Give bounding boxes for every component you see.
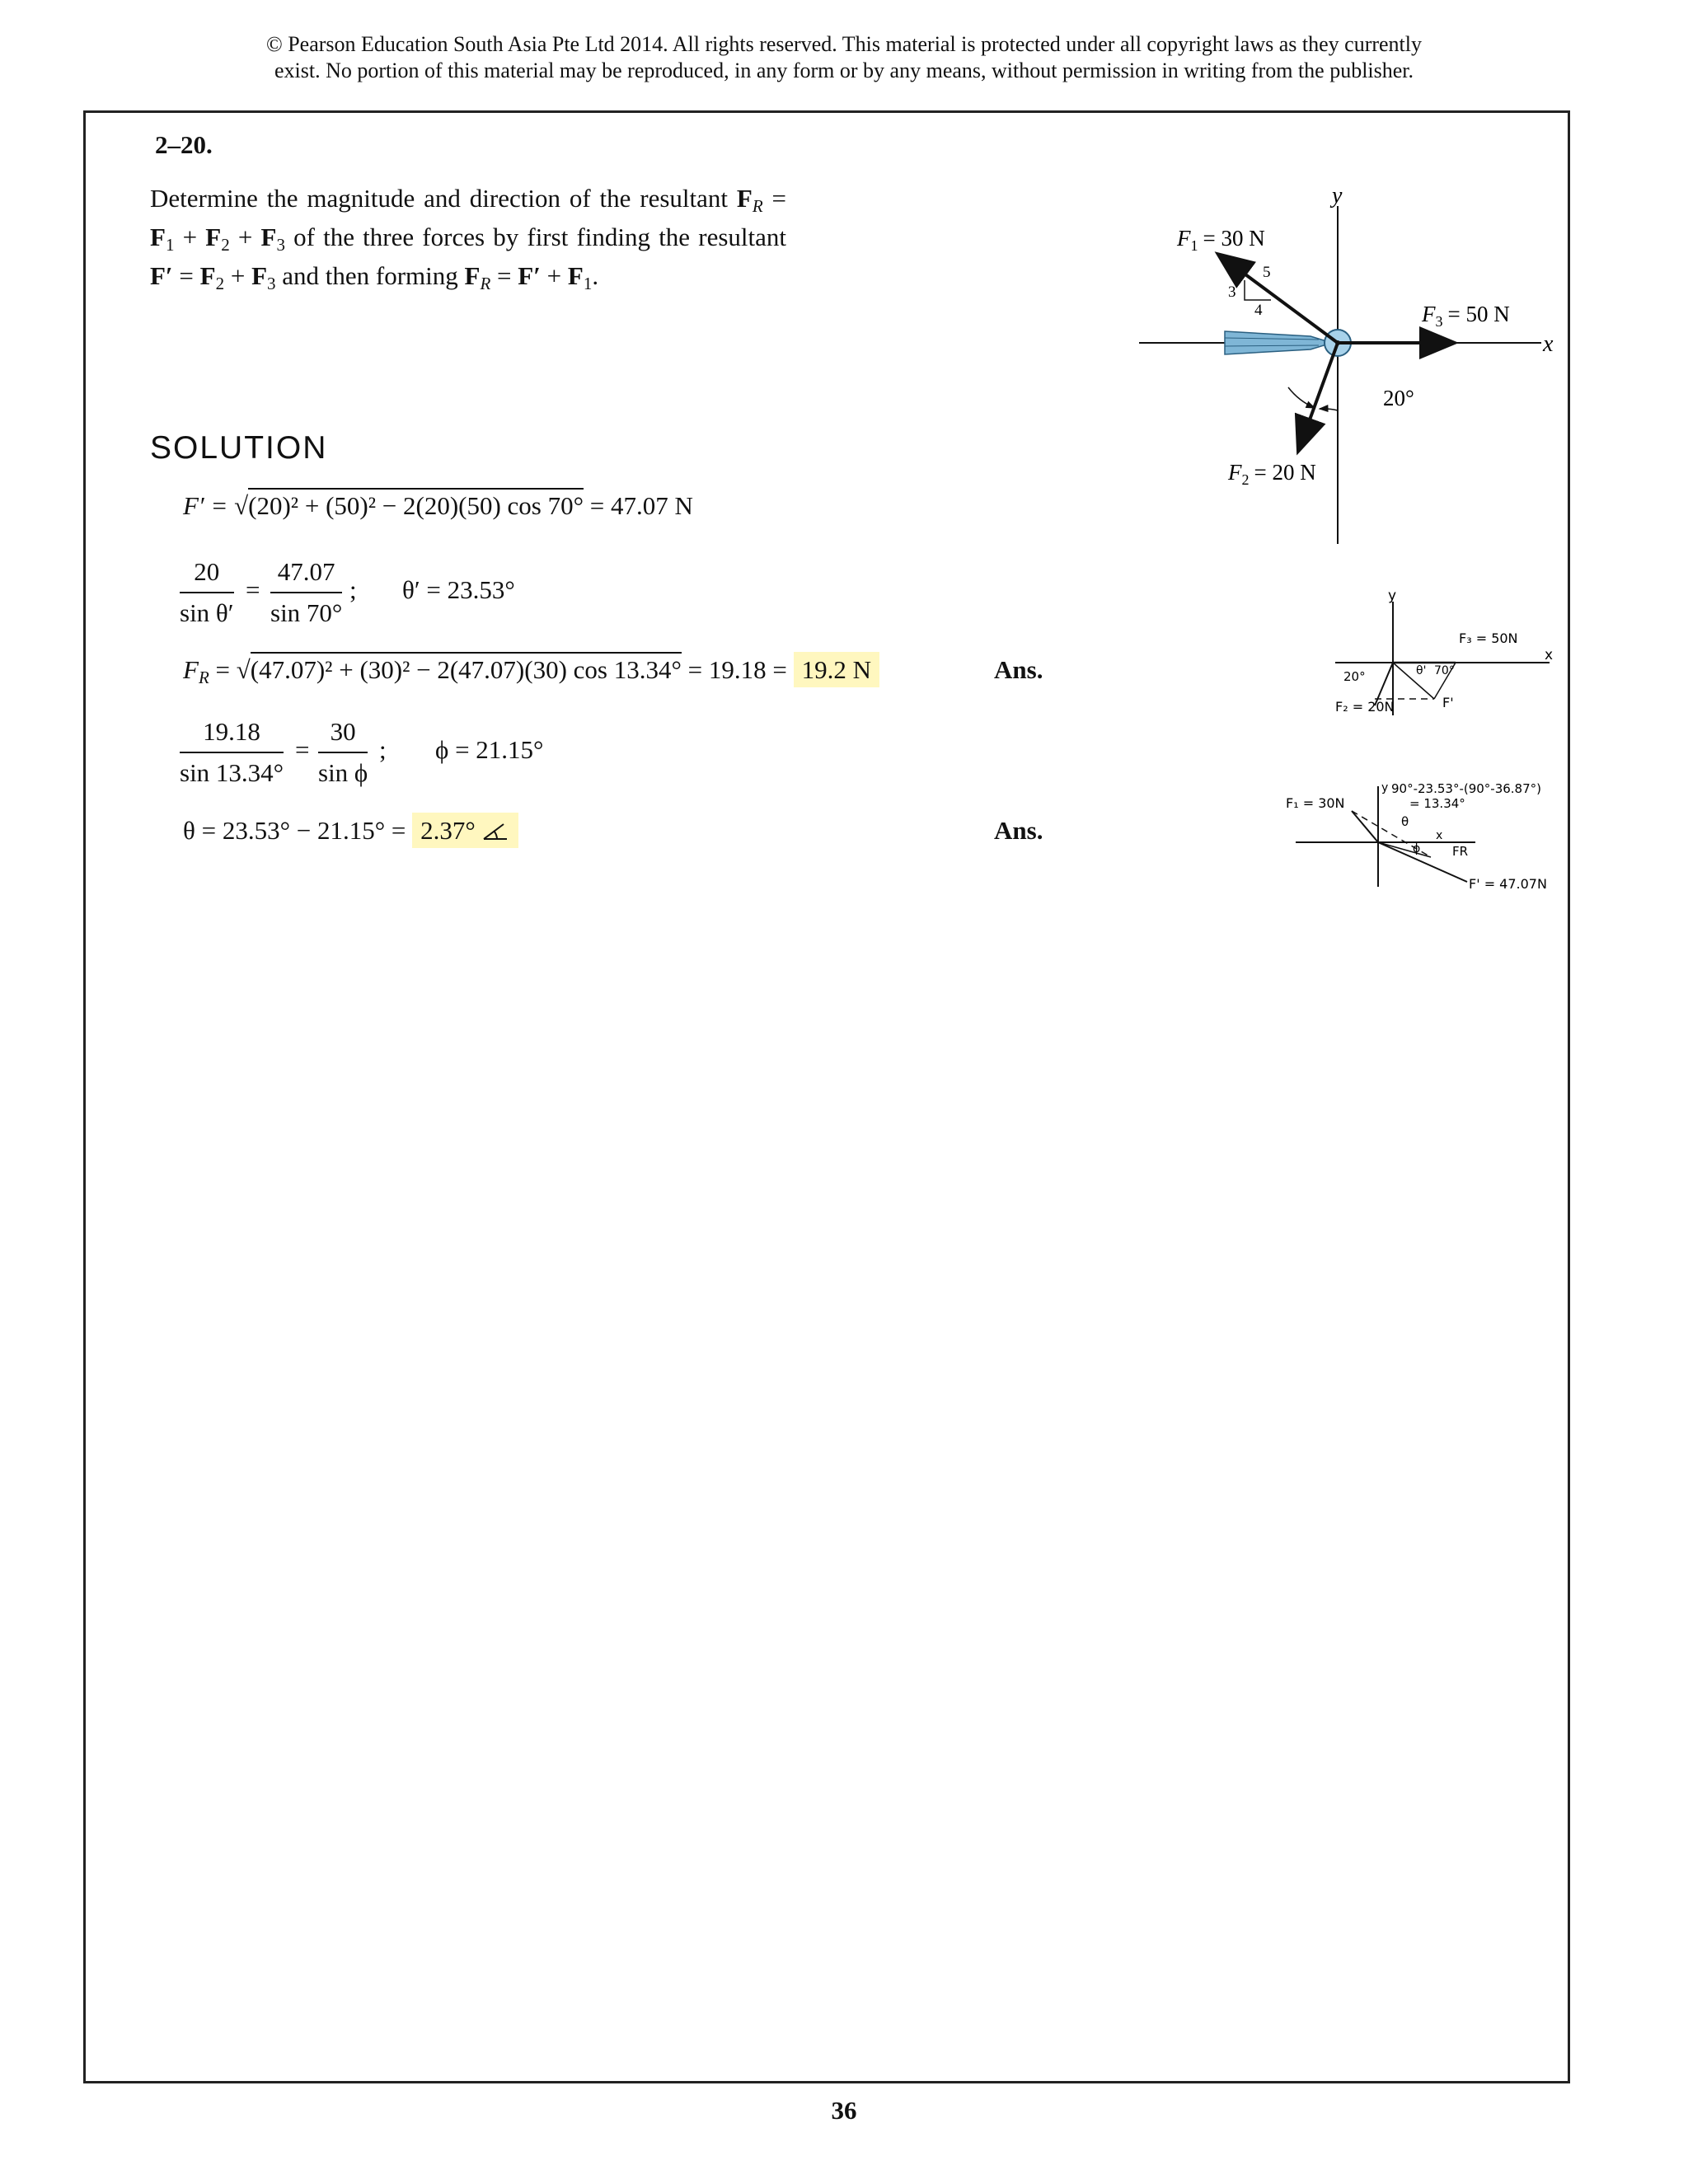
statement-part-1: Determine the magnitude and direction of the resultant (150, 184, 729, 213)
sketch2-fr: FR (1452, 844, 1469, 859)
sketch1-theta: θ' (1416, 664, 1427, 677)
eq2-num2: 47.07 (270, 557, 342, 593)
eq1-radicand: (20)² + (50)² − 2(20)(50) cos 70° (248, 488, 584, 520)
sketch2-f1: F₁ = 30N (1286, 795, 1345, 811)
problem-statement: Determine the magnitude and direction of the resultant $F_R = F1 + F2 + F3$ of the three forces by first finding the resultant F′ = F2 + F3 and then forming $F_R = F' + F1$. (150, 184, 787, 293)
eq4-num2: 30 (318, 717, 368, 753)
copyright-notice (0, 31, 1688, 84)
sketch1-fprime: F' (1442, 695, 1454, 710)
copyright-line-2: exist. No portion of this material may be reproduced, in any form or by any means, without permission in writing from the publisher. (274, 59, 1414, 82)
support-bar (1225, 331, 1332, 354)
eq2-fraction-1 (180, 557, 234, 628)
angle-20-arc (1320, 409, 1338, 410)
sketch-f-prime (1319, 592, 1566, 724)
sketch1-f2: F₂ = 20N (1335, 699, 1395, 715)
sqrt-symbol: √ (236, 655, 251, 684)
answer-magnitude: 19.2 N (794, 652, 879, 687)
fig-f3-label: $F_3 = 50$ N (1422, 302, 1510, 330)
fig-f2-label: $F_2 = 20$ N (1228, 460, 1316, 488)
fig-slope-3: 3 (1228, 284, 1236, 301)
sketch-resultant (1286, 778, 1566, 902)
sketch2-calc2: = 13.34° (1409, 796, 1465, 811)
f2-arrow (1299, 343, 1338, 449)
statement-part-3: resultant (698, 223, 786, 251)
fig-slope-5: 5 (1263, 264, 1271, 281)
sketch1-x: x (1545, 647, 1554, 663)
answer-angle: 2.37° (420, 816, 476, 845)
solution-heading: SOLUTION (150, 430, 328, 466)
fig-y-label: y (1332, 183, 1343, 209)
sketch2-x: x (1436, 829, 1443, 842)
eq2-num1: 20 (180, 557, 234, 593)
page-number: 36 (831, 2096, 857, 2125)
copyright-line-1: © Pearson Education South Asia Pte Ltd 2014. All rights reserved. This material is protected under all copyright laws as they currently (265, 32, 1423, 56)
eq4-den2: sin ϕ (318, 758, 368, 787)
eq2-fraction-2 (270, 557, 342, 628)
eq1-lhs: F′ = (183, 491, 228, 520)
sketch2-fprime: F' = 47.07N (1469, 876, 1547, 892)
eq3-lhs-eq: = (215, 655, 230, 684)
eq4-fraction-1 (180, 717, 284, 788)
answer-label-1: Ans. (994, 655, 1043, 684)
eq4-result: ϕ = 21.15° (435, 735, 544, 764)
eq4-equals: = (295, 735, 310, 764)
fig-slope-4: 4 (1254, 302, 1263, 319)
statement-part-2: of the three forces by first finding the (293, 223, 691, 251)
eq3-mid: = 19.18 = (687, 655, 787, 684)
eq5-lhs: θ = 23.53° − 21.15° = (183, 816, 406, 845)
eq4-semicolon: ; (379, 735, 387, 764)
answer-direction (412, 813, 518, 848)
sketch2-phi: ϕ (1413, 842, 1421, 855)
direction-angle-icon (482, 821, 510, 842)
eq1-rhs: = 47.07 N (589, 491, 693, 520)
sketch2-theta: θ (1401, 814, 1409, 829)
angle-arc-2 (1288, 387, 1315, 408)
eq4-fraction-2 (318, 717, 368, 788)
sketch1-y: y (1388, 592, 1397, 604)
eq4-den1: sin 13.34° (180, 758, 284, 787)
problem-number: 2–20. (155, 130, 213, 159)
eq2-result: θ′ = 23.53° (402, 575, 515, 604)
sketch1-angle-20: 20° (1343, 669, 1366, 684)
fig-f1-label: $F_1 = 30$ N (1177, 226, 1265, 254)
sqrt-symbol: √ (234, 491, 249, 520)
force-diagram (1129, 181, 1566, 552)
sketch1-angle-70: 70° (1434, 664, 1455, 677)
f1-arrow (1220, 255, 1338, 343)
eq2-den1: sin θ′ (180, 598, 234, 627)
eq4-num1: 19.18 (180, 717, 284, 753)
answer-label-2: Ans. (994, 816, 1043, 845)
eq2-den2: sin 70° (270, 598, 343, 627)
sketch2-calc1: 90°-23.53°-(90°-36.87°) (1391, 781, 1541, 796)
eq2-equals: = (246, 575, 260, 604)
eq3-lhs-sub: R (198, 668, 209, 687)
eq3-lhs: F (183, 655, 199, 684)
sketch1-f3: F₃ = 50N (1459, 630, 1518, 646)
sketch2-y: y (1381, 781, 1389, 794)
equation-direction (183, 816, 518, 846)
eq2-semicolon: ; (349, 575, 357, 604)
equation-resultant (183, 655, 879, 688)
fig-x-label: x (1543, 331, 1554, 357)
equation-f-prime (183, 491, 693, 521)
statement-part-4: and then forming (282, 261, 458, 290)
eq3-radicand: (47.07)² + (30)² − 2(47.07)(30) cos 13.34° (251, 652, 682, 684)
fig-angle-20: 20° (1383, 386, 1414, 410)
